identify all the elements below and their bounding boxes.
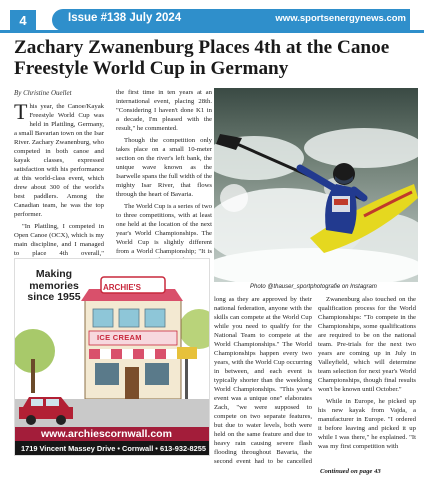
issue-label: Issue #138 July 2024 xyxy=(68,12,182,24)
photo-credit: Photo @thauser_sportphotografie on Instagram xyxy=(250,284,377,290)
article-column-4 xyxy=(318,295,416,455)
article-headline: Zachary Zwanenburg Places 4th at the Canoe Freestyle World Cup in Germany xyxy=(14,37,390,79)
website-link[interactable]: www.sportsenergynews.com xyxy=(275,13,406,24)
paragraph: The World Cup is a series of two to three competitions, with at least one held at the location of the next year's World Championships. The World Cup is slightly different from a World Championship; "It is xyxy=(116,203,212,255)
paragraph: "In Plattling, I competed in Open Canoe (OCX), which is my main discipline, and I managed to place 4th overall," xyxy=(14,223,104,257)
archies-advertisement[interactable] xyxy=(14,258,210,456)
paragraph: Though the competition only takes place on a small 10-meter section on the river's left bank, the unique wave known as the Isarwelle spans the full width of the mighty Isar River, that flows through the heart of Bavaria. xyxy=(116,137,212,198)
paragraph: Zwanenburg also touched on the qualification process for the World Championships: "To compete in the Championships, some qualifications are required to be on the national team. Pre-trials for the next two years are coming up in July in Valleyfield, which will determine team selection for next year's World Championships, though final results won't be known until October." xyxy=(318,296,416,393)
paragraph: his year, the Canoe/Kayak Freestyle World Cup was held in Plattling, Germany, a small Bavarian town on the Isar River. Zachary Zwanenburg, who competed in both canoe and kayak classes, expressed satisfaction with his performance at this world-class event, which drew about 300 of the world's best paddlers. Among the Canadian team, he was the top performer. xyxy=(14,103,104,218)
page-number: 4 xyxy=(10,10,36,32)
continued-notice: Continued on page 43 xyxy=(320,468,381,475)
ad-website-link[interactable]: www.archiescornwall.com xyxy=(41,428,172,440)
kayak-photo-illustration xyxy=(214,88,418,282)
ad-slogan: Making memories since 1955 xyxy=(27,268,81,303)
kayak-photo xyxy=(214,88,418,282)
paragraph: While in Europe, he picked up his new kayak from Vajda, a manufacturer in Europe. "I ordered it before leaving and picked it up while I was there," he explained. "It was my first competition with xyxy=(318,398,416,450)
ad-address: 1719 Vincent Massey Drive • Cornwall • 613-932-8255 xyxy=(21,444,206,453)
article-column-2 xyxy=(116,88,212,258)
article-byline: By Christine Ouellet xyxy=(14,89,72,97)
article-column-1 xyxy=(14,102,104,258)
article-column-3 xyxy=(214,295,312,465)
ad-ice-cream-label: ICE CREAM xyxy=(97,333,142,342)
drop-cap: T xyxy=(14,102,28,124)
page-header xyxy=(0,0,424,34)
paragraph: long as they are approved by their national federation, anyone with the skills can compete at the World Cup while you need to qualify for the National Team to compete at the World Championships." The World Championships happen every two years, with the World Cup occurring in between, and each event is typically shorter than the weeklong World Championships. "This year's event was a unique one" elaborates Zach, "we were supposed to compete on two separate features, but due to water levels, both were held on the same feature and due to heavy rain causing severe flash flooding throughout Bavaria, the second event had to be cancelled xyxy=(214,296,312,465)
ad-shop-sign: ARCHIE'S xyxy=(103,283,141,292)
paragraph: the first time in ten years at an international event, placing 28th. "Considering I haven't done K1 in a decade, I'm pleased with the result," he commented. xyxy=(116,89,212,132)
